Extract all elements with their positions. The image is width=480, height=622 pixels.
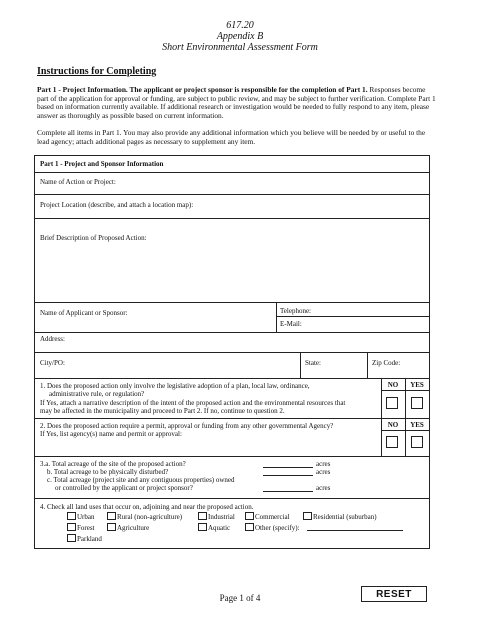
q3b-input[interactable]	[263, 475, 313, 476]
q2-yes-checkbox[interactable]	[411, 436, 423, 448]
project-location-field[interactable]	[35, 194, 429, 218]
land-use-industrial[interactable]	[198, 512, 235, 521]
aquatic-label: Aquatic	[208, 524, 231, 532]
other-label: Other (specify):	[255, 524, 300, 532]
q4-label: 4. Check all land uses that occur on, adjoining and near the proposed action.	[40, 503, 254, 511]
instructions-title: Instructions for Completing	[37, 66, 157, 77]
land-use-commercial[interactable]	[245, 512, 290, 521]
part1-form-table	[34, 155, 430, 549]
commercial-checkbox[interactable]	[245, 512, 254, 520]
land-use-other[interactable]	[245, 523, 300, 532]
industrial-label: Industrial	[208, 513, 235, 521]
q2-header-divider	[381, 430, 429, 431]
land-use-forest[interactable]	[67, 523, 95, 532]
urban-label: Urban	[77, 513, 95, 521]
q3a-label: 3.a. Total acreage of the site of the proposed action?	[40, 460, 186, 468]
q2-line1: 2. Does the proposed action require a permit, approval or funding from any other governmental Agency?	[40, 422, 334, 430]
applicant-name-label[interactable]: Name of Applicant or Sponsor:	[40, 309, 128, 317]
state-label[interactable]: State:	[305, 359, 321, 367]
q2-yes-header: YES	[410, 421, 424, 429]
q1-yes-header: YES	[410, 381, 424, 389]
brief-description-field[interactable]	[35, 218, 429, 302]
q3b-label: b. Total acreage to be physically disturbed?	[47, 468, 169, 476]
land-use-urban[interactable]	[67, 512, 95, 521]
parkland-label: Parkland	[77, 535, 102, 543]
form-title: Short Environmental Assessment Form	[162, 42, 318, 53]
appendix-label: Appendix B	[216, 31, 264, 42]
page-number: Page 1 of 4	[219, 593, 261, 603]
commercial-label: Commercial	[255, 513, 290, 521]
question-1	[35, 378, 429, 418]
q1-line1: 1. Does the proposed action only involve the legislative adoption of a plan, local law, ordinance,	[40, 382, 310, 390]
residential-label: Residential (suburban)	[313, 513, 377, 521]
parkland-checkbox[interactable]	[67, 534, 76, 542]
email-label[interactable]: E-Mail:	[280, 320, 302, 328]
urban-checkbox[interactable]	[67, 512, 76, 520]
question-3	[35, 456, 429, 498]
q2-no-header: NO	[387, 421, 399, 429]
name-of-action-label: Name of Action or Project:	[40, 178, 116, 186]
rural-label: Rural (non-agriculture)	[117, 513, 183, 521]
instructions-para2: Complete all items in Part 1. You may also provide any additional information which you believe will be needed by or useful to the lead agency; attach additional pages as necessary to supplement any item.	[37, 128, 426, 146]
agriculture-label: Agriculture	[117, 524, 150, 532]
rural-checkbox[interactable]	[107, 512, 116, 520]
aquatic-checkbox[interactable]	[198, 523, 207, 531]
part1-bold-text: Part 1 - Project Information. The applicant or project sponsor is responsible for the completion of Part 1.	[37, 85, 368, 94]
land-use-rural[interactable]	[107, 512, 182, 521]
q1-line4: may be affected in the municipality and proceed to Part 2. If no, continue to question 2.	[40, 407, 285, 415]
forest-checkbox[interactable]	[67, 523, 76, 531]
brief-description-label: Brief Description of Proposed Action:	[40, 234, 147, 242]
industrial-checkbox[interactable]	[198, 512, 207, 520]
q3c-line2: or controlled by the applicant or project sponsor?	[55, 484, 193, 492]
land-use-agriculture[interactable]	[107, 523, 149, 532]
land-use-residential[interactable]	[303, 512, 377, 521]
address-field[interactable]	[35, 332, 429, 352]
q3a-acres: acres	[316, 460, 331, 468]
telephone-label[interactable]: Telephone:	[280, 307, 311, 315]
section-title: Part 1 - Project and Sponsor Information	[40, 160, 164, 168]
q1-header-divider	[381, 390, 429, 391]
land-use-aquatic[interactable]	[198, 523, 230, 532]
city-state-divider	[300, 353, 301, 378]
q1-yes-checkbox[interactable]	[411, 397, 423, 409]
q1-no-checkbox[interactable]	[386, 397, 398, 409]
reset-button[interactable]: RESET	[361, 586, 427, 602]
address-label: Address:	[40, 335, 65, 343]
question-4	[35, 498, 429, 548]
applicant-row	[35, 302, 429, 332]
residential-checkbox[interactable]	[303, 512, 312, 520]
q3c-line1: c. Total acreage (project site and any contiguous properties) owned	[47, 476, 235, 484]
q1-line2: administrative rule, or regulation?	[49, 390, 145, 398]
part1-text: Responses become part of the application for approval or funding, are subject to public review, and may be subject to further verification. Complete Part 1 based on information currently available. If additional research or investigation would be needed to fully respond to any item, please answer as thoroughly as possible based on current information.	[37, 85, 436, 120]
forest-label: Forest	[77, 524, 95, 532]
land-use-parkland[interactable]	[67, 534, 102, 543]
q1-line3: If Yes, attach a narrative description of the intent of the proposed action and the environmental resources that	[40, 399, 346, 407]
q3c-input[interactable]	[263, 491, 313, 492]
city-state-zip-row	[35, 352, 429, 378]
name-of-action-field[interactable]	[35, 172, 429, 194]
zip-label[interactable]: Zip Code:	[372, 359, 401, 367]
q3a-input[interactable]	[263, 467, 313, 468]
q3c-acres: acres	[316, 484, 331, 492]
other-checkbox[interactable]	[245, 523, 254, 531]
state-zip-divider	[367, 353, 368, 378]
question-2	[35, 418, 429, 456]
q2-no-checkbox[interactable]	[386, 436, 398, 448]
other-specify-input[interactable]	[307, 530, 403, 531]
instructions-part1	[37, 86, 437, 120]
q3b-acres: acres	[316, 468, 331, 476]
project-location-label: Project Location (describe, and attach a location map):	[40, 201, 194, 209]
q2-line2: If Yes, list agency(s) name and permit or approval:	[40, 430, 182, 438]
telephone-email-divider	[276, 316, 429, 317]
agriculture-checkbox[interactable]	[107, 523, 116, 531]
city-label[interactable]: City/PO:	[40, 359, 65, 367]
q1-no-header: NO	[387, 381, 399, 389]
form-number: 617.20	[226, 20, 254, 31]
applicant-divider	[276, 303, 277, 332]
